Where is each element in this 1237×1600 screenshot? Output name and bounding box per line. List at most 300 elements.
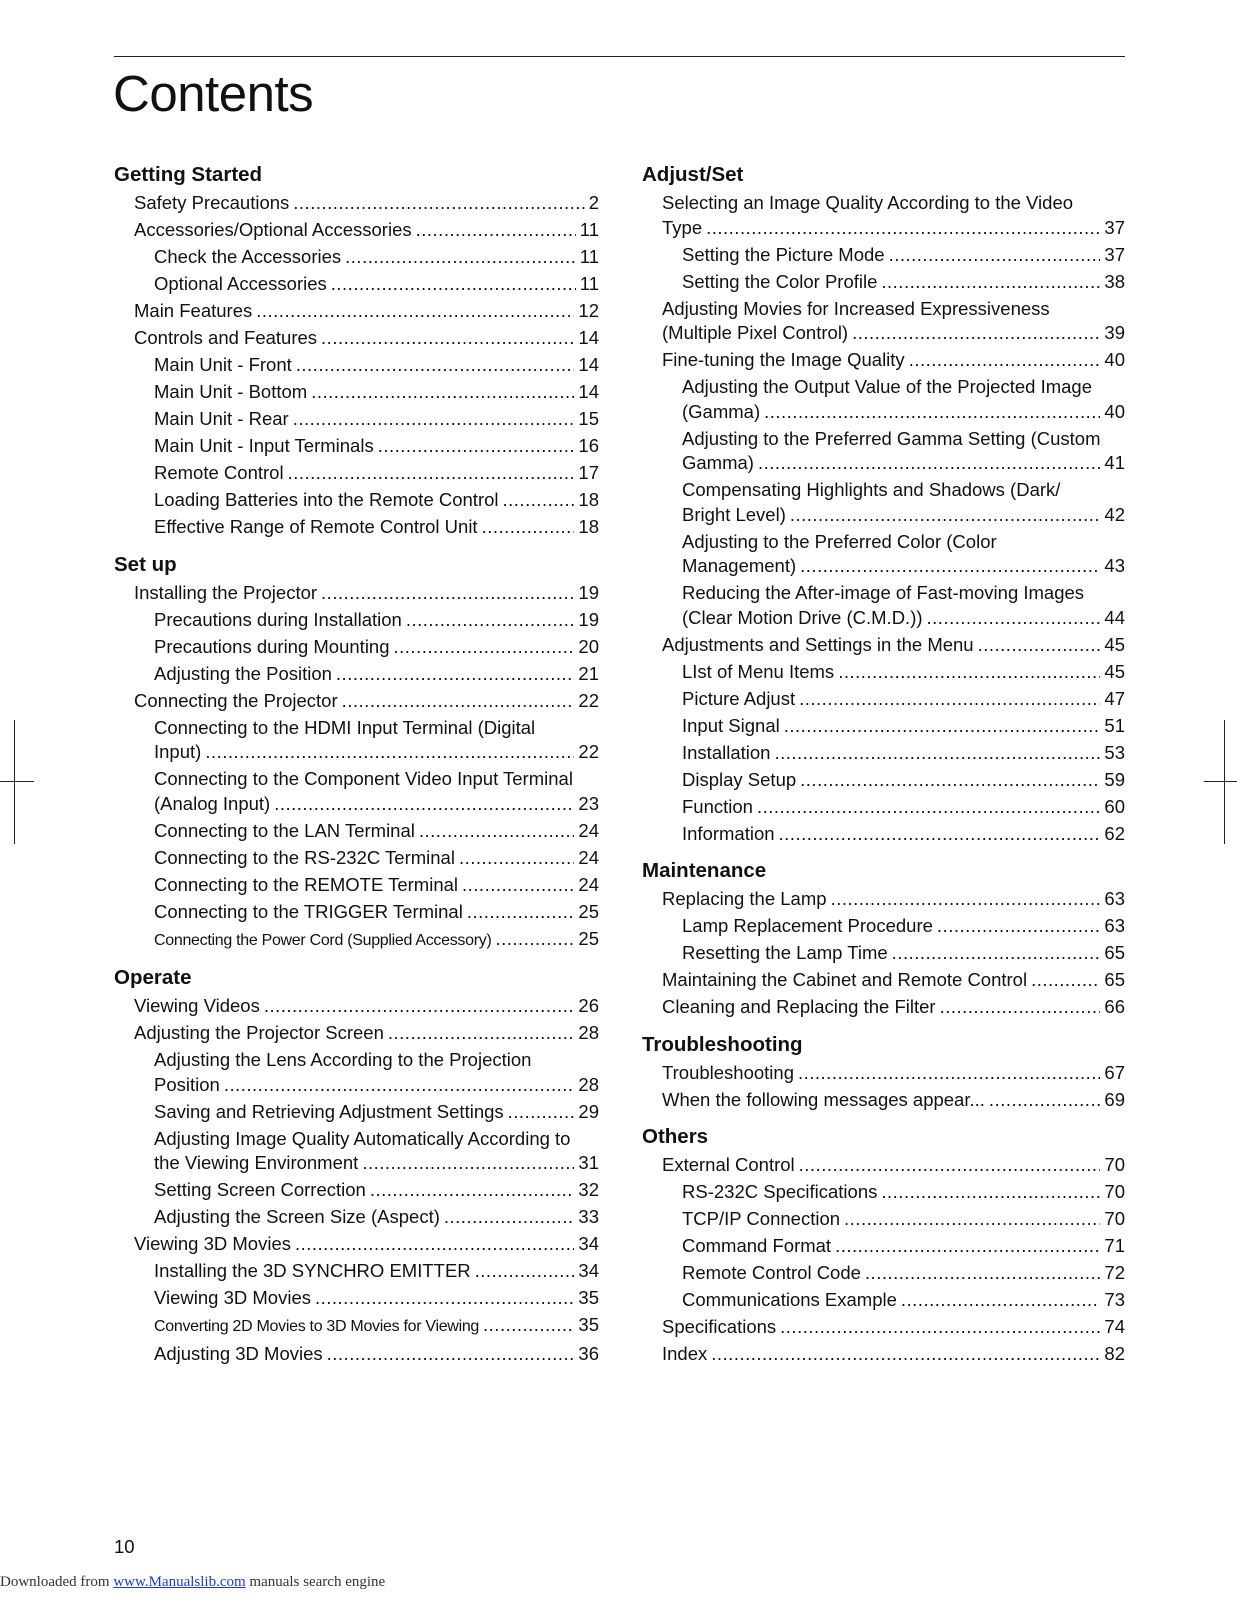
entry-title: Lamp Replacement Procedure	[682, 915, 933, 936]
dot-leader	[892, 941, 1101, 966]
toc-entry[interactable]	[114, 218, 599, 243]
entry-title: Replacing the Lamp	[662, 888, 827, 909]
toc-entry[interactable]	[642, 270, 1125, 295]
entry-row	[682, 1180, 1125, 1205]
entry-page-number: 70	[1104, 1208, 1125, 1229]
dot-leader	[909, 348, 1101, 373]
entry-page-number: 51	[1104, 714, 1125, 736]
entry-page-number: 71	[1104, 1235, 1125, 1256]
entry-row	[154, 1313, 599, 1340]
toc-entry[interactable]	[114, 819, 599, 844]
entry-page-number: 11	[579, 219, 599, 240]
entry-page-number: 12	[578, 300, 599, 321]
entry-row	[682, 687, 1125, 712]
dot-leader	[711, 1342, 1100, 1367]
entry-page-number: 17	[578, 462, 599, 483]
entry-row	[662, 1088, 1125, 1113]
dot-leader	[321, 581, 574, 606]
entry-row	[154, 1073, 599, 1098]
entry-title: Installation	[682, 741, 771, 763]
entry-title: Adjusting 3D Movies	[154, 1343, 323, 1364]
toc-entry[interactable]	[642, 1315, 1125, 1340]
entry-title: Adjustments and Settings in the Menu	[662, 633, 974, 655]
entry-page-number: 22	[578, 741, 599, 762]
entry-title: Main Unit - Input Terminals	[154, 435, 374, 456]
entry-page-number: 14	[578, 354, 599, 375]
toc-entry[interactable]	[114, 515, 599, 540]
entry-row	[682, 714, 1125, 739]
toc-entry[interactable]	[642, 1234, 1125, 1259]
crop-mark-left-vertical	[14, 720, 15, 844]
download-footer	[0, 1574, 385, 1591]
entry-title: RS-232C Specifications	[682, 1181, 878, 1202]
entry-page-number: 72	[1104, 1262, 1125, 1283]
entry-page-number: 60	[1104, 795, 1125, 817]
entry-page-number: 44	[1104, 606, 1125, 628]
dot-leader	[503, 488, 575, 513]
toc-entry[interactable]	[114, 927, 599, 954]
dot-leader	[758, 451, 1100, 476]
toc-entry[interactable]	[114, 1342, 599, 1367]
entry-row	[154, 1259, 599, 1284]
toc-entry[interactable]	[114, 299, 599, 324]
entry-row	[662, 995, 1125, 1020]
entry-title: External Control	[662, 1154, 795, 1175]
entry-row	[154, 1151, 599, 1176]
toc-entry[interactable]	[114, 581, 599, 606]
dot-leader	[483, 1313, 574, 1338]
entry-page-number: 23	[578, 792, 599, 814]
entry-title-line: Selecting an Image Quality According to the Video	[662, 192, 1074, 213]
toc-entry[interactable]	[642, 581, 1125, 630]
toc-entry[interactable]	[114, 380, 599, 405]
dot-leader	[394, 635, 575, 660]
toc-entry[interactable]	[114, 461, 599, 486]
entry-page-number: 14	[578, 381, 599, 402]
entry-title: Index	[662, 1343, 708, 1364]
footer-prefix: Downloaded from	[0, 1574, 114, 1590]
toc-entry[interactable]	[642, 1061, 1125, 1086]
entry-title: Connecting to the REMOTE Terminal	[154, 873, 459, 895]
toc-section	[642, 855, 1125, 1020]
section-heading: Troubleshooting	[642, 1032, 803, 1056]
toc-entry[interactable]	[642, 968, 1125, 993]
dot-leader	[224, 1073, 575, 1098]
dot-leader	[467, 900, 575, 925]
entry-title: Viewing 3D Movies	[134, 1233, 291, 1254]
entry-title: Management)	[682, 555, 797, 576]
entry-title: Type	[662, 216, 703, 238]
dot-leader	[482, 515, 575, 540]
entry-page-number: 69	[1104, 1088, 1125, 1110]
toc-entry[interactable]	[114, 1021, 599, 1046]
section-heading: Set up	[114, 552, 177, 576]
entry-title: Viewing Videos	[134, 995, 260, 1016]
entry-title: Position	[154, 1073, 220, 1095]
toc-entry[interactable]	[114, 846, 599, 871]
toc-entry[interactable]	[642, 297, 1125, 346]
toc-section	[114, 962, 599, 1367]
entry-page-number: 11	[579, 246, 599, 267]
toc-entry[interactable]	[642, 714, 1125, 739]
entry-title-line: Compensating Highlights and Shadows (Dark/	[682, 479, 1061, 500]
toc-entry[interactable]	[114, 689, 599, 714]
entry-title: (Analog Input)	[154, 792, 271, 814]
entry-page-number: 40	[1104, 349, 1125, 370]
entry-title: Bright Level)	[682, 503, 786, 525]
entry-page-number: 15	[578, 408, 599, 429]
entry-row	[662, 1342, 1125, 1367]
entry-row	[682, 1234, 1125, 1259]
toc-entry[interactable]	[114, 1100, 599, 1125]
entry-page-number: 43	[1104, 555, 1125, 576]
entry-title: Setting the Picture Mode	[682, 243, 885, 265]
dot-leader	[937, 914, 1101, 939]
toc-section	[642, 1029, 1125, 1113]
section-heading: Maintenance	[642, 859, 767, 882]
entry-page-number: 24	[578, 873, 599, 895]
entry-title: Optional Accessories	[154, 273, 327, 294]
toc-entry[interactable]	[114, 1127, 599, 1176]
dot-leader	[459, 846, 574, 871]
entry-row	[134, 299, 599, 324]
entry-row	[682, 822, 1125, 847]
entry-page-number: 26	[578, 995, 599, 1016]
entry-page-number: 24	[578, 819, 599, 841]
entry-row	[154, 1342, 599, 1367]
entry-page-number: 34	[578, 1233, 599, 1254]
entry-page-number: 25	[578, 900, 599, 922]
entry-row	[154, 635, 599, 660]
toc-entry[interactable]	[114, 191, 599, 216]
entry-row	[154, 488, 599, 513]
entry-title: LIst of Menu Items	[682, 660, 835, 682]
toc-entry[interactable]	[114, 1259, 599, 1284]
section-heading: Operate	[114, 966, 192, 989]
entry-title-line: Adjusting Movies for Increased Expressiveness	[662, 297, 1050, 319]
entry-page-number: 70	[1104, 1154, 1125, 1175]
entry-title: TCP/IP Connection	[682, 1208, 841, 1229]
entry-title: (Multiple Pixel Control)	[662, 322, 849, 343]
dot-leader	[901, 1288, 1101, 1313]
entry-page-number: 11	[579, 273, 599, 294]
entry-page-number: 66	[1104, 996, 1125, 1017]
entry-page-number: 28	[578, 1073, 599, 1095]
entry-title: Main Unit - Front	[154, 354, 292, 375]
entry-row	[662, 887, 1125, 912]
crop-mark-right-vertical	[1224, 720, 1225, 844]
entry-title: Converting 2D Movies to 3D Movies for Viewing	[154, 1318, 480, 1335]
entry-page-number: 53	[1104, 741, 1125, 763]
entry-title-line: Adjusting to the Preferred Gamma Setting (Custom	[682, 427, 1101, 449]
dot-leader	[978, 633, 1101, 658]
entry-page-number: 63	[1104, 888, 1125, 909]
entry-page-number: 25	[578, 927, 599, 949]
dot-leader	[462, 873, 574, 898]
dot-leader	[321, 326, 574, 351]
toc-section	[642, 1121, 1125, 1367]
toc-entry[interactable]	[114, 1205, 599, 1230]
entry-title: Fine-tuning the Image Quality	[662, 349, 905, 370]
entry-row	[154, 461, 599, 486]
dot-leader	[378, 434, 575, 459]
entry-page-number: 35	[578, 1314, 599, 1335]
entry-page-number: 70	[1104, 1181, 1125, 1202]
dot-leader	[881, 270, 1100, 295]
dot-leader	[784, 714, 1101, 739]
toc-entry[interactable]	[642, 427, 1125, 476]
entry-page-number: 47	[1104, 687, 1125, 709]
dot-leader	[508, 1100, 575, 1125]
entry-page-number: 74	[1104, 1316, 1125, 1337]
dot-leader	[800, 554, 1100, 579]
page-title: Contents	[113, 65, 314, 122]
entry-title: Input Signal	[682, 714, 780, 736]
entry-title: (Gamma)	[682, 400, 761, 422]
toc-entry[interactable]	[642, 822, 1125, 847]
toc-entry[interactable]	[114, 407, 599, 432]
entry-page-number: 18	[578, 489, 599, 510]
entry-title: Connecting to the LAN Terminal	[154, 819, 415, 841]
entry-page-number: 37	[1104, 216, 1125, 238]
dot-leader	[940, 995, 1101, 1020]
toc-entry[interactable]	[642, 348, 1125, 373]
entry-page-number: 19	[578, 581, 599, 603]
entry-page-number: 29	[578, 1100, 599, 1122]
entry-row	[682, 554, 1125, 579]
entry-page-number: 20	[578, 635, 599, 657]
entry-page-number: 18	[578, 516, 599, 537]
entry-title-line: Adjusting the Output Value of the Projected Image	[682, 376, 1092, 397]
toc-entry[interactable]	[114, 1286, 599, 1311]
entry-row	[682, 1207, 1125, 1232]
dot-leader	[927, 606, 1101, 631]
entry-page-number: 28	[578, 1022, 599, 1043]
entry-title: Accessories/Optional Accessories	[134, 219, 412, 240]
entry-page-number: 16	[578, 435, 599, 456]
entry-row	[662, 968, 1125, 993]
toc-entry[interactable]	[642, 1342, 1125, 1367]
dot-leader	[881, 1180, 1100, 1205]
top-rule	[114, 56, 1125, 57]
dot-leader	[844, 1207, 1100, 1232]
toc-entry[interactable]	[642, 1088, 1125, 1113]
toc-entry[interactable]	[114, 488, 599, 513]
entry-title: Troubleshooting	[662, 1061, 794, 1083]
page-number: 10	[114, 1536, 135, 1557]
entry-title: Resetting the Lamp Time	[682, 942, 888, 963]
toc-entry[interactable]	[642, 1153, 1125, 1178]
entry-row	[682, 914, 1125, 939]
toc-entry[interactable]	[114, 1232, 599, 1257]
dot-leader	[296, 353, 575, 378]
entry-row	[154, 1178, 599, 1203]
entry-title: Cleaning and Replacing the Filter	[662, 996, 936, 1017]
entry-title: Loading Batteries into the Remote Control	[154, 489, 499, 510]
entry-title: Controls and Features	[134, 327, 318, 348]
entry-row	[154, 846, 599, 871]
entry-page-number: 42	[1104, 503, 1125, 525]
entry-title-line: Connecting to the Component Video Input Terminal	[154, 768, 573, 789]
entry-row	[662, 321, 1125, 346]
entry-row	[682, 451, 1125, 476]
entry-page-number: 45	[1104, 660, 1125, 682]
entry-title: Command Format	[682, 1235, 832, 1256]
entry-row	[682, 243, 1125, 268]
dot-leader	[780, 1315, 1100, 1340]
section-heading: Others	[642, 1125, 709, 1148]
entry-row	[154, 515, 599, 540]
dot-leader	[989, 1088, 1101, 1113]
entry-title: Saving and Retrieving Adjustment Settings	[154, 1100, 504, 1122]
entry-page-number: 36	[578, 1343, 599, 1364]
crop-mark-left-horizontal	[0, 781, 34, 782]
toc-entry[interactable]	[642, 768, 1125, 793]
toc-entry[interactable]	[642, 741, 1125, 766]
dot-leader	[331, 272, 576, 297]
entry-row	[682, 741, 1125, 766]
entry-row	[682, 1261, 1125, 1286]
dot-leader	[799, 687, 1100, 712]
entry-page-number: 38	[1104, 270, 1125, 292]
entry-row	[662, 1153, 1125, 1178]
toc-entry[interactable]	[642, 1261, 1125, 1286]
entry-row	[154, 353, 599, 378]
entry-title: Safety Precautions	[134, 192, 290, 213]
toc-entry[interactable]	[642, 887, 1125, 912]
toc-entry[interactable]	[114, 716, 599, 765]
dot-leader	[388, 1021, 575, 1046]
toc-entry[interactable]	[642, 375, 1125, 424]
entry-row	[682, 795, 1125, 820]
entry-title: When the following messages appear...	[662, 1088, 985, 1110]
dot-leader	[315, 1286, 574, 1311]
entry-title: Setting Screen Correction	[154, 1179, 366, 1200]
toc-entry[interactable]	[114, 900, 599, 925]
entry-row	[662, 348, 1125, 373]
entry-row	[134, 1021, 599, 1046]
toc-entry[interactable]	[642, 1288, 1125, 1313]
toc-entry[interactable]	[642, 914, 1125, 939]
entry-page-number: 62	[1104, 822, 1125, 844]
entry-page-number: 59	[1104, 768, 1125, 790]
entry-row	[154, 819, 599, 844]
entry-row	[154, 380, 599, 405]
dot-leader	[274, 792, 574, 817]
dot-leader	[865, 1261, 1101, 1286]
dot-leader	[406, 608, 575, 633]
toc-entry[interactable]	[642, 995, 1125, 1020]
entry-title: Adjusting the Position	[154, 662, 332, 684]
entry-title: Precautions during Installation	[154, 608, 402, 630]
toc-entry[interactable]	[114, 1313, 599, 1340]
entry-page-number: 2	[588, 192, 599, 213]
toc-column-left	[114, 159, 599, 1369]
entry-title: Remote Control Code	[682, 1262, 861, 1283]
entry-title: Main Features	[134, 300, 253, 321]
entry-row	[682, 941, 1125, 966]
toc-entry[interactable]	[114, 767, 599, 816]
dot-leader	[370, 1178, 575, 1203]
dot-leader	[293, 191, 584, 216]
entry-row	[154, 1286, 599, 1311]
toc-entry[interactable]	[642, 1180, 1125, 1205]
dot-leader	[774, 741, 1100, 766]
entry-row	[154, 873, 599, 898]
toc-entry[interactable]	[642, 478, 1125, 527]
entry-row	[154, 407, 599, 432]
dot-leader	[342, 689, 575, 714]
toc-entry[interactable]	[114, 994, 599, 1019]
entry-row	[682, 503, 1125, 528]
dot-leader	[496, 927, 575, 952]
toc-entry[interactable]	[114, 326, 599, 351]
toc-entry[interactable]	[114, 873, 599, 898]
entry-title: Connecting to the RS-232C Terminal	[154, 846, 455, 868]
entry-row	[134, 218, 599, 243]
toc-entry[interactable]	[642, 941, 1125, 966]
entry-page-number: 37	[1104, 243, 1125, 265]
toc-entry[interactable]	[642, 243, 1125, 268]
dot-leader	[293, 407, 575, 432]
toc-entry[interactable]	[114, 1048, 599, 1097]
entry-title: Effective Range of Remote Control Unit	[154, 516, 478, 537]
entry-title: Communications Example	[682, 1289, 897, 1310]
dot-leader	[852, 321, 1100, 346]
toc-entry[interactable]	[114, 245, 599, 270]
toc-entry[interactable]	[114, 1178, 599, 1203]
entry-page-number: 24	[578, 846, 599, 868]
toc-entry[interactable]	[642, 633, 1125, 658]
entry-title: Adjusting the Projector Screen	[134, 1022, 384, 1043]
toc-entry[interactable]	[642, 1207, 1125, 1232]
entry-title: Gamma)	[682, 452, 754, 473]
dot-leader	[835, 1234, 1100, 1259]
entry-row	[134, 581, 599, 606]
crop-mark-right-horizontal	[1204, 781, 1237, 782]
entry-title-line: Adjusting to the Preferred Color (Color	[682, 530, 997, 552]
entry-row	[154, 608, 599, 633]
toc-entry[interactable]	[642, 191, 1125, 240]
toc-entry[interactable]	[114, 272, 599, 297]
entry-row	[154, 792, 599, 817]
dot-leader	[706, 216, 1100, 241]
footer-link[interactable]: www.Manualslib.com	[113, 1574, 246, 1590]
toc-entry[interactable]	[114, 635, 599, 660]
entry-title: Specifications	[662, 1316, 777, 1337]
toc-entry[interactable]	[114, 353, 599, 378]
dot-leader	[1031, 968, 1100, 993]
toc-entry[interactable]	[642, 687, 1125, 712]
entry-page-number: 35	[578, 1287, 599, 1308]
entry-row	[134, 994, 599, 1019]
entry-row	[154, 1100, 599, 1125]
toc-entry[interactable]	[642, 530, 1125, 579]
dot-leader	[345, 245, 576, 270]
toc-entry[interactable]	[114, 434, 599, 459]
toc-entry[interactable]	[642, 795, 1125, 820]
entry-title: Picture Adjust	[682, 687, 796, 709]
toc-entry[interactable]	[114, 662, 599, 687]
entry-title: Maintaining the Cabinet and Remote Control	[662, 969, 1028, 990]
entry-title: Information	[682, 822, 775, 844]
entry-title: Adjusting the Screen Size (Aspect)	[154, 1206, 440, 1227]
entry-page-number: 31	[578, 1152, 599, 1173]
entry-row	[154, 927, 599, 954]
toc-entry[interactable]	[114, 608, 599, 633]
entry-title: (Clear Motion Drive (C.M.D.))	[682, 606, 923, 628]
toc-entry[interactable]	[642, 660, 1125, 685]
